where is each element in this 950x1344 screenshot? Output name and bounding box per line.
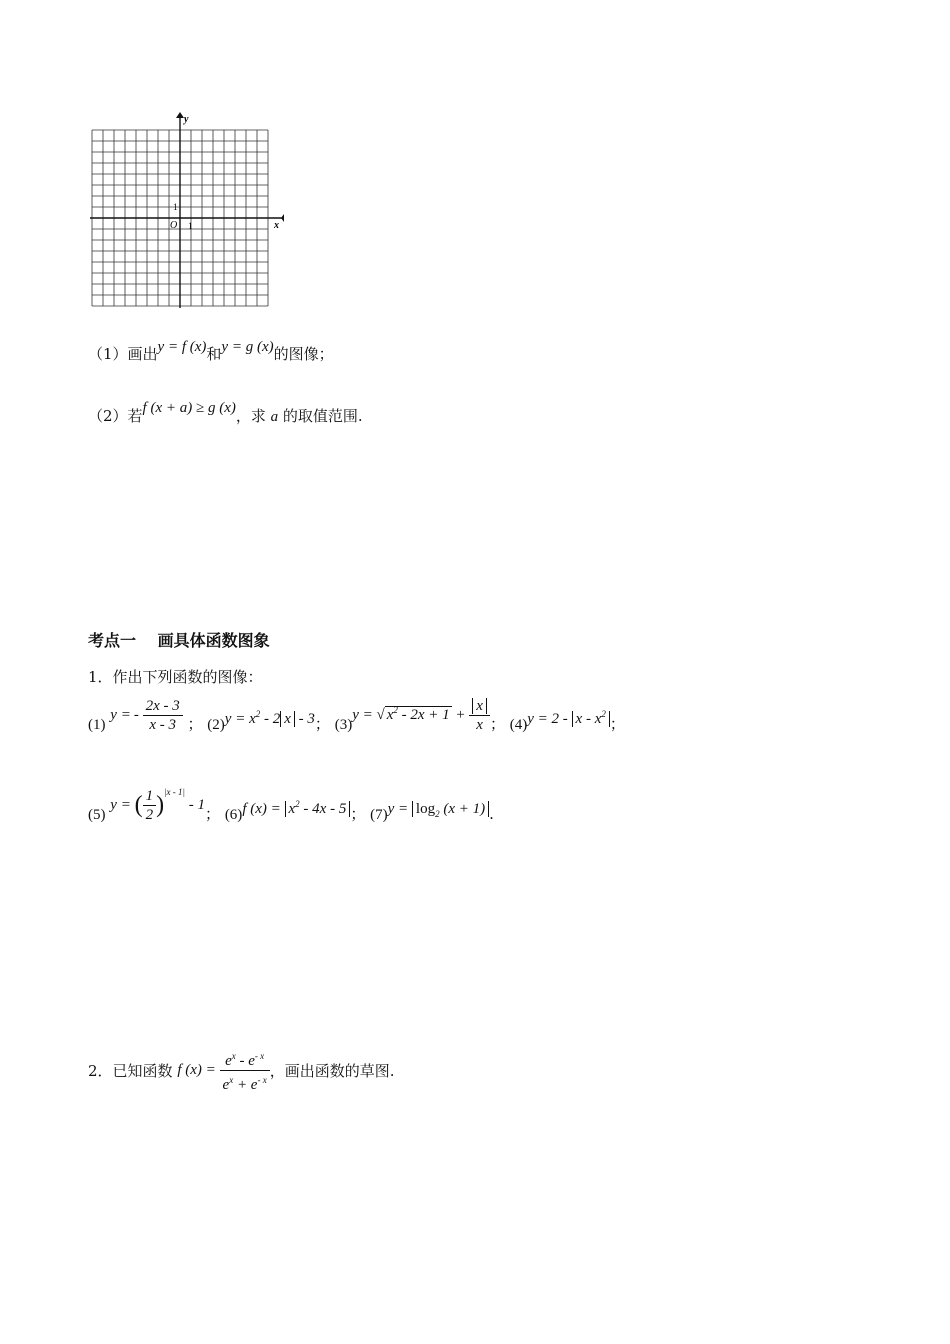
y-axis-arrow-icon [176,112,184,118]
part2-suffix-b: 的取值范围. [278,407,363,425]
g-expr: y = g (x) [221,339,274,355]
y-tick-label: 1 [173,202,178,212]
x-tick-label: 1 [188,221,193,231]
item6-formula: f $(x) = x^2 - 4x - 5$ [242,801,350,817]
item2-label: (2) [207,716,225,733]
part2-line [88,400,363,426]
item5-formula: y = ( $\frac{1}{2}$ )$^{|x - 1|}$ - 1 [110,787,206,824]
origin-label: O [170,220,178,231]
q2-line [88,1047,395,1094]
y-axis-label: y [184,114,189,125]
section-title: 考点一 画具体函数图象 [88,631,270,650]
item3-sep: ； [489,714,505,733]
item5-label: (5) [88,807,106,823]
item7-label: (7) [370,807,388,823]
x-axis-label: x [274,220,279,231]
part1-prefix: （1）画出 [88,345,158,363]
f-expr: y = f (x) [157,339,207,355]
item3-formula: y = √ $x^2 - 2x + 1$ + $\frac{x}{x}$ [352,707,490,723]
q2-formula: f (x) = $\frac{e^x - e^{- x}}{e^x + e^{- x}}$ [177,1062,269,1078]
item6-sep: ； [350,805,366,823]
item4-formula: $y = 2 - x - x^2$ [527,711,610,727]
item4-label: (4) [509,716,528,733]
item2-formula: $y = x^2 - 2$ x - 3 [224,708,315,727]
q2-suffix: ，画出函数的草图. [269,1061,395,1080]
item1-sep: ； [187,714,203,733]
item5-sep: ； [205,805,221,823]
part1-line [88,339,334,364]
item1-formula: y = - $\frac{2x - 3}{x - 3}$ [110,707,182,723]
item7-formula: $y = \log_2 (x + 1)$ [388,801,489,817]
part1-suffix: 的图像； [273,345,334,363]
part2-suffix-a: ，求 [235,407,271,425]
part2-prefix: （2）若 [88,407,143,425]
q1-stem: 1．作出下列函数的图像： [88,668,263,686]
coordinate-grid [88,110,288,310]
item1-label: (1) [88,716,106,733]
x-axis-arrow-icon [281,214,284,222]
part1-and: 和 [206,345,222,363]
q2-prefix: 2．已知函数 [88,1061,173,1080]
item6-label: (6) [224,807,243,823]
q1-row2 [88,787,494,824]
item7-sep: . [489,805,494,823]
item3-label: (3) [334,716,353,733]
item4-sep: ； [609,714,625,733]
q1-row1 [88,697,625,734]
inequality: f (x + a) ≥ g (x) [142,400,236,416]
var-a: a [270,409,279,425]
item2-sep: ； [314,714,330,733]
